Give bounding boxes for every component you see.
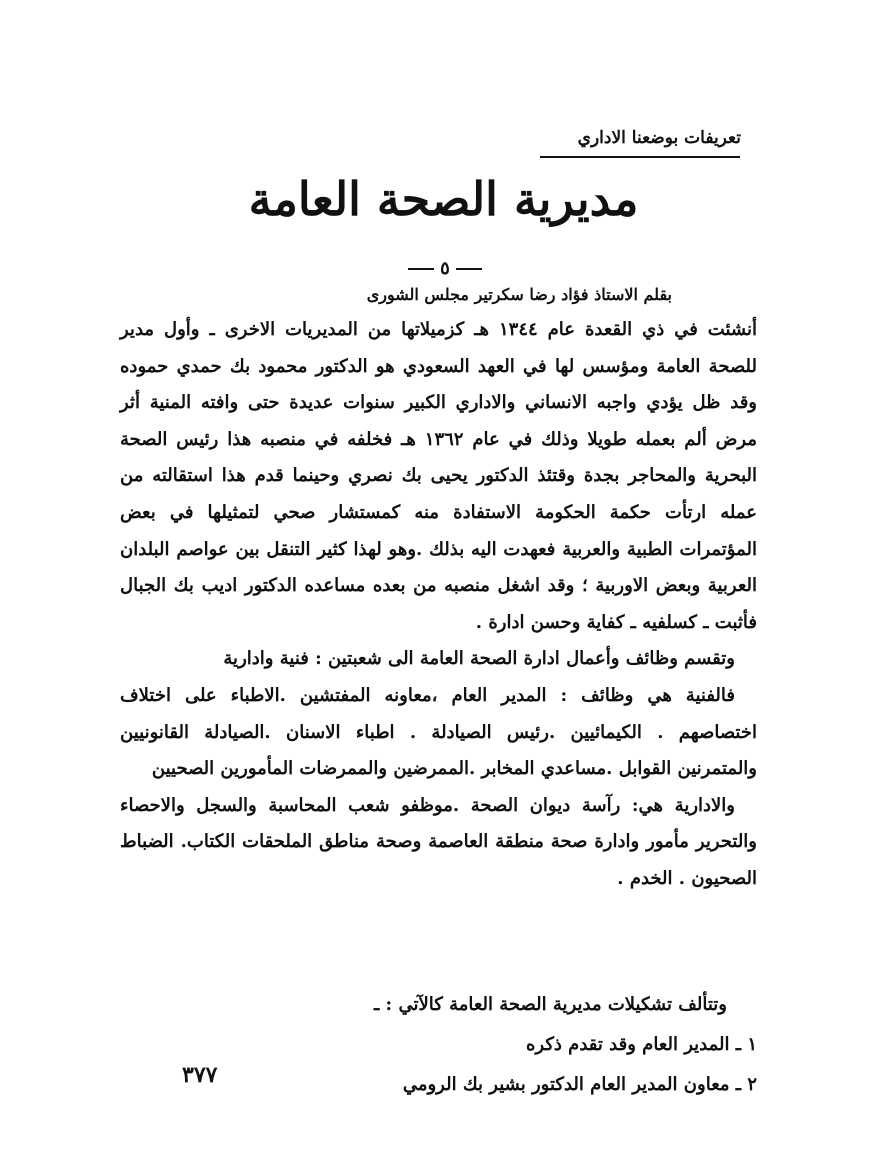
page-number: ٣٧٧ [182, 1062, 218, 1088]
running-head-rule [540, 156, 740, 158]
formation-list [374, 985, 757, 1105]
paragraph-3: فالفنية هي وظائف : المدير العام ،معاونه المفتشين .الاطباء على اختلاف اختصاصهم . الكيمائيين .رئيس الصيادلة . اطباء الاسنان .الصيادلة القانونيين والمتمرنين القوابل .مساعدي المخابر .الممرضين والممرضات المأمورين الصحيين [120, 684, 757, 780]
article-body [120, 312, 757, 898]
section-number-line [390, 258, 500, 279]
section-number: ٥ [440, 258, 450, 279]
dash-left [408, 268, 434, 270]
dash-right [456, 268, 482, 270]
article-title: مديرية الصحة العامة [248, 172, 639, 226]
paragraph-4: والادارية هي: رآسة ديوان الصحة .موظفو شعب المحاسبة والسجل والاحصاء والتحرير مأمور وادارة صحة منطقة العاصمة وصحة مناطق الملحقات الكتاب. الضباط الصحيون . الخدم . [120, 794, 757, 889]
paragraph-2: وتقسم وظائف وأعمال ادارة الصحة العامة الى شعبتين : فنية وادارية [223, 648, 735, 670]
list-item: ٢ ـ معاون المدير العام الدكتور بشير بك الرومي [402, 1074, 757, 1095]
paragraph-1: أنشئت في ذي القعدة عام ١٣٤٤ هـ كزميلاتها من المديريات الاخرى ـ وأول مدير للصحة العامة ومؤسس لها في العهد السعودي هو الدكتور محمود بك حمدي حموده وقد ظل يؤدي واجبه الانساني والاداري الكبير سنوات عديدة حتى وافته المنية أثر مرض ألم بعمله طويلا وذلك في عام ١٣٦٢ هـ فخلفه في منصبه هذا رئيس الصحة البحرية والمحاجر بجدة وقتئذ الدكتور يحيى بك نصري وحينما قدم هذا استقالته من عمله ارتأت حكمة الحكومة الاستفادة منه كمستشار صحي لتمثيلها في بعض المؤتمرات الطبية والعربية فعهدت اليه بذلك .وهو لهذا كثير التنقل بين عواصم البلدان العربية وبعض الاوربية ؛ وقد اشغل منصبه من بعده مساعده الدكتور اديب بك الجبال فأثبت ـ كسلفيه ـ كفاية وحسن ادارة . [120, 319, 757, 633]
list-intro: وتتألف تشكيلات مديرية الصحة العامة كالآتي : ـ [374, 994, 727, 1015]
byline: بقلم الاستاذ فؤاد رضا سكرتير مجلس الشورى [366, 285, 672, 304]
list-item: ١ ـ المدير العام وقد تقدم ذكره [525, 1034, 757, 1055]
running-head: تعريفات بوضعنا الاداري [577, 128, 741, 148]
